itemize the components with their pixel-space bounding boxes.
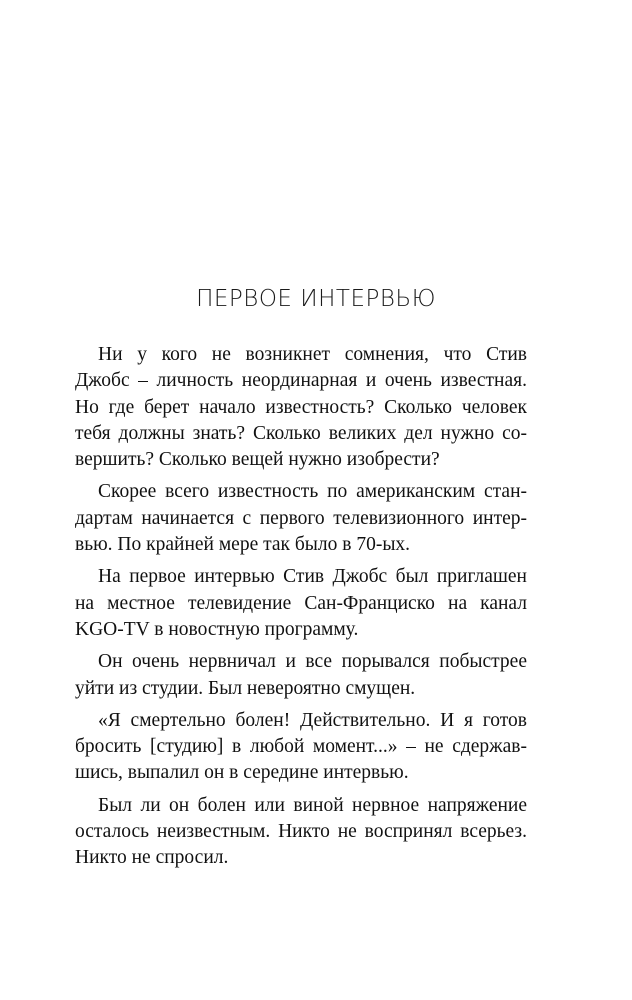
- text-line: Никто не спросил.: [75, 847, 229, 869]
- text-line: Ни у кого не возникнет сомнения, что Стив: [98, 344, 527, 365]
- text-line: осталось неизвестным. Никто не воспринял всерьез.: [75, 821, 527, 843]
- text-line: Скорее всего известность по американским стан-: [98, 481, 527, 503]
- paragraph-4: [75, 649, 527, 702]
- text-line: KGO-TV в новостную программу.: [75, 618, 359, 640]
- chapter-title: ПЕРВОЕ ИНТЕРВЬЮ: [196, 286, 436, 312]
- text-line: уйти из студии. Был невероятно смущен.: [75, 677, 416, 699]
- text-line: дартам начинается с первого телевизионного интер-: [75, 507, 527, 529]
- text-line: шись, выпалил он в середине интервью.: [75, 762, 409, 784]
- text-line: Он очень нервничал и все порывался побыстрее: [98, 651, 527, 673]
- text-line: Джобс – личность неординарная и очень известная.: [75, 370, 527, 392]
- text-line: На первое интервью Стив Джобс был приглашен: [98, 566, 527, 588]
- text-line: бросить [студию] в любой момент...» – не сдержав-: [75, 736, 527, 758]
- text-line: Но где берет начало известность? Сколько человек: [75, 396, 527, 418]
- paragraph-5: [75, 708, 527, 787]
- text-line: «Я смертельно болен! Действительно. И я готов: [98, 709, 527, 731]
- text-line: вью. По крайней мере так было в 70-ых.: [75, 534, 411, 556]
- paragraph-6: [75, 793, 527, 872]
- paragraph-2: [75, 479, 527, 558]
- paragraph-3: [75, 564, 527, 643]
- text-line: вершить? Сколько вещей нужно изобрести?: [75, 449, 440, 471]
- text-line: Был ли он болен или виной нервное напряжение: [98, 794, 527, 816]
- text-line: тебя должны знать? Сколько великих дел нужно со-: [75, 422, 527, 444]
- text-line: на местное телевидение Сан-Франциско на канал: [75, 592, 527, 614]
- paragraph-1: [75, 342, 527, 473]
- chapter-body: [75, 342, 527, 872]
